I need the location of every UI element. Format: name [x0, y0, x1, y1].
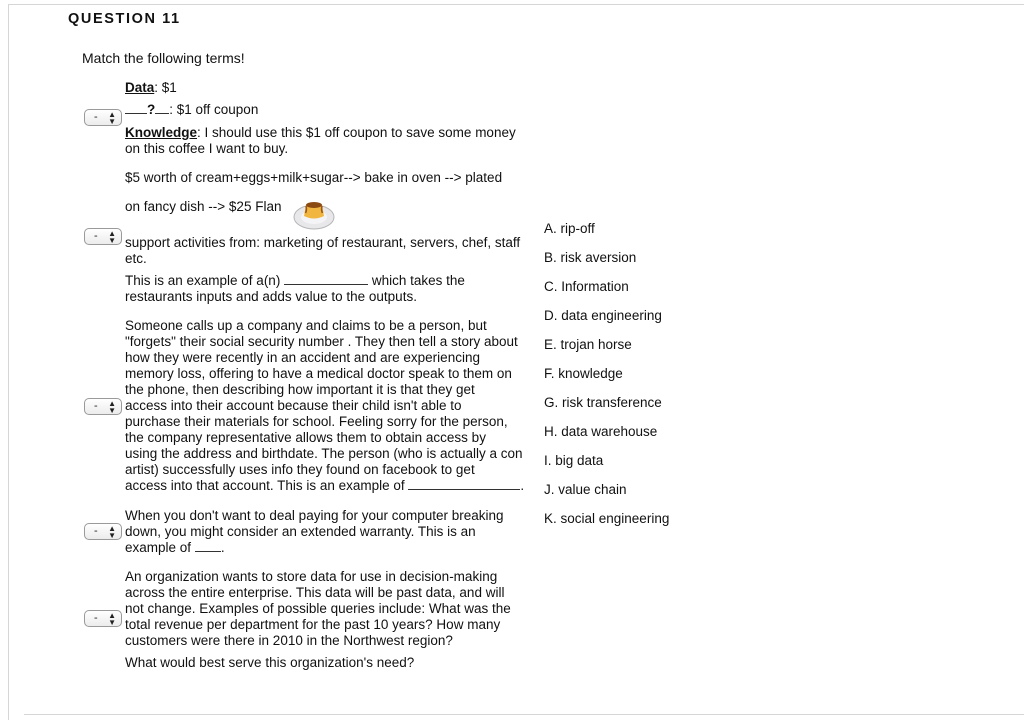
- blank-line: [125, 102, 147, 114]
- flan-line-1: $5 worth of cream+eggs+milk+sugar--> bake in oven --> plated: [125, 170, 503, 185]
- flan-icon: [293, 197, 335, 231]
- stepper-arrows-icon: ▲ ▼: [108, 228, 116, 245]
- social-line-9: using the address and birthdate. The person (who is actually a con: [125, 446, 523, 461]
- stepper-arrows-icon: ▲ ▼: [108, 109, 116, 126]
- answer-blank: [195, 540, 221, 552]
- flan-line-5a: This is an example of a(n): [125, 273, 281, 288]
- social-line-7: purchase their materials for school. Feeling sorry for the person,: [125, 414, 508, 429]
- answer-option-b: B. risk aversion: [544, 250, 637, 265]
- knowledge-line-2: on this coffee I want to buy.: [125, 141, 289, 156]
- question-mark: ?: [147, 102, 156, 117]
- warehouse-line-3: not change. Examples of possible queries include: What was the: [125, 601, 511, 616]
- flan-line-3: support activities from: marketing of restaurant, servers, chef, staff: [125, 235, 521, 250]
- blank-line: [155, 102, 169, 114]
- question-title: QUESTION 11: [68, 11, 181, 27]
- flan-line-6: restaurants inputs and adds value to the outputs.: [125, 289, 417, 304]
- stepper-arrows-icon: ▲ ▼: [108, 523, 116, 540]
- warranty-line-1: When you don't want to deal paying for your computer breaking: [125, 508, 504, 523]
- answer-option-i: I. big data: [544, 453, 604, 468]
- social-line-10: artist) successfully uses info they found on facebook to get: [125, 462, 475, 477]
- knowledge-text: : I should use this $1 off coupon to save some money: [197, 125, 516, 140]
- flan-line-2: on fancy dish --> $25 Flan: [125, 199, 282, 214]
- select-value: -: [94, 400, 98, 412]
- stepper-arrows-icon: ▲ ▼: [108, 610, 116, 627]
- match-select-1[interactable]: [84, 109, 122, 126]
- social-line-4: memory loss, offering to have a medical doctor speak to them on: [125, 366, 512, 381]
- answer-option-g: G. risk transference: [544, 395, 662, 410]
- data-label: Data: [125, 80, 155, 95]
- answer-option-k: K. social engineering: [544, 511, 670, 526]
- social-line-3: how they were recently in an accident and are experiencing: [125, 350, 480, 365]
- answer-option-f: F. knowledge: [544, 366, 623, 381]
- social-line-5: the phone, then describing how important it is that they get: [125, 382, 475, 397]
- match-select-5[interactable]: [84, 610, 122, 627]
- answer-option-a: A. rip-off: [544, 221, 595, 236]
- flan-line-4: etc.: [125, 251, 147, 266]
- data-text: : $1: [154, 80, 177, 95]
- knowledge-line: [125, 125, 516, 141]
- answer-option-e: E. trojan horse: [544, 337, 632, 352]
- answer-option-d: D. data engineering: [544, 308, 662, 323]
- data-line: [125, 80, 177, 96]
- answer-blank: [408, 478, 520, 490]
- social-line-8: the company representative allows them to obtain access by: [125, 430, 486, 445]
- social-line-1: Someone calls up a company and claims to be a person, but: [125, 318, 487, 333]
- select-value: -: [94, 230, 98, 242]
- warehouse-line-6: What would best serve this organization's need?: [125, 655, 415, 670]
- frame-top-border: [8, 4, 1024, 5]
- question-mark-line: [125, 102, 258, 118]
- flan-line-5: [125, 273, 465, 289]
- warranty-line-3: example of .: [125, 540, 225, 555]
- social-line-11-text: access into that account. This is an example of: [125, 478, 405, 493]
- select-value: -: [94, 525, 98, 537]
- warehouse-line-2: across the entire enterprise. This data will be past data, and will: [125, 585, 505, 600]
- social-line-2: "forgets" their social security number . They then tell a story about: [125, 334, 518, 349]
- warehouse-line-1: An organization wants to store data for use in decision-making: [125, 569, 498, 584]
- frame-left-border: [8, 4, 9, 720]
- warranty-line-3-text: example of: [125, 540, 192, 555]
- flan-line-5b: which takes the: [371, 273, 465, 288]
- select-value: -: [94, 612, 98, 624]
- social-line-11: access into that account. This is an example of .: [125, 478, 525, 493]
- warehouse-line-5: customers were there in 2010 in the Northwest region?: [125, 633, 453, 648]
- stepper-arrows-icon: ▲ ▼: [108, 398, 116, 415]
- match-select-4[interactable]: [84, 523, 122, 540]
- knowledge-label: Knowledge: [125, 125, 198, 140]
- warehouse-line-4: total revenue per department for the past 10 years? How many: [125, 617, 501, 632]
- frame-bottom-border: [24, 714, 1024, 715]
- coupon-text: : $1 off coupon: [169, 102, 259, 117]
- select-value: -: [94, 111, 98, 123]
- answer-option-h: H. data warehouse: [544, 424, 658, 439]
- match-select-2[interactable]: [84, 228, 122, 245]
- match-select-3[interactable]: [84, 398, 122, 415]
- answer-option-c: C. Information: [544, 279, 629, 294]
- social-line-6: access into their account because their child isn't able to: [125, 398, 462, 413]
- answer-option-j: J. value chain: [544, 482, 627, 497]
- warranty-line-2: down, you might consider an extended warranty. This is an: [125, 524, 476, 539]
- question-prompt: Match the following terms!: [82, 50, 245, 66]
- answer-blank: [284, 273, 368, 285]
